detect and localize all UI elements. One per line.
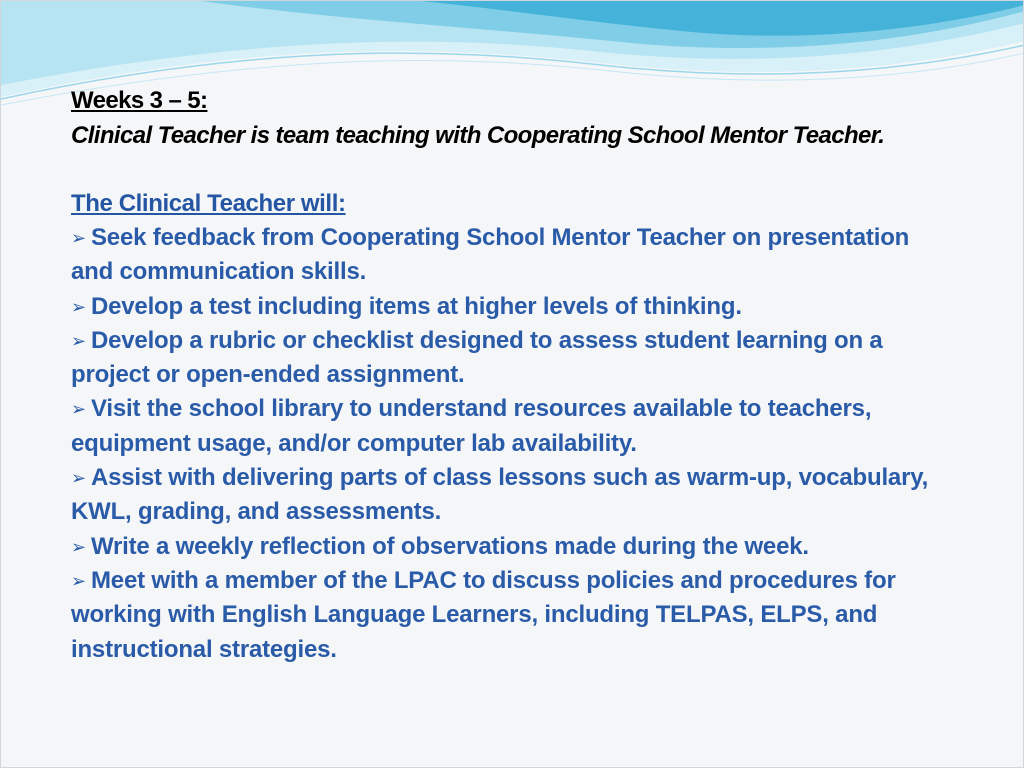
list-item (71, 324, 951, 393)
arrow-bullet-icon: ➢ (71, 570, 86, 591)
arrow-bullet-icon: ➢ (71, 296, 86, 317)
slide-content (71, 83, 951, 667)
list-item (71, 461, 951, 530)
arrow-bullet-icon: ➢ (71, 399, 86, 420)
list-item-text: Develop a rubric or checklist designed to assess student learning on a project or open-ended assignment. (71, 326, 883, 389)
list-item (71, 564, 951, 667)
slide-heading (71, 83, 951, 153)
list-item-text: Visit the school library to understand resources available to teachers, equipment usage, and/or computer lab availability. (71, 395, 872, 457)
arrow-bullet-icon: ➢ (71, 228, 86, 248)
list-item (71, 530, 951, 564)
list-item-text: Seek feedback from Cooperating School Mentor Teacher on presentation and communication skills. (71, 224, 910, 286)
list-item (71, 221, 951, 290)
arrow-bullet-icon: ➢ (71, 330, 86, 351)
list-item-text: Write a weekly reflection of observations made during the week. (91, 532, 809, 560)
list-item-text: Develop a test including items at higher levels of thinking. (91, 292, 742, 320)
responsibilities-list (71, 221, 951, 667)
arrow-bullet-icon: ➢ (71, 468, 86, 489)
arrow-bullet-icon: ➢ (71, 536, 86, 557)
list-item (71, 290, 951, 324)
weeks-subtitle: Clinical Teacher is team teaching with Cooperating School Mentor Teacher. (71, 122, 885, 149)
list-item-text: Assist with delivering parts of class lessons such as warm-up, vocabulary, KWL, grading, and assessments. (71, 464, 929, 526)
list-item (71, 392, 951, 461)
list-item-text: Meet with a member of the LPAC to discuss policies and procedures for working with English Language Learners, including TELPAS, ELPS, and instructional strategies. (71, 566, 896, 663)
section-title: The Clinical Teacher will: (71, 190, 346, 217)
weeks-title: Weeks 3 – 5: (71, 87, 208, 114)
